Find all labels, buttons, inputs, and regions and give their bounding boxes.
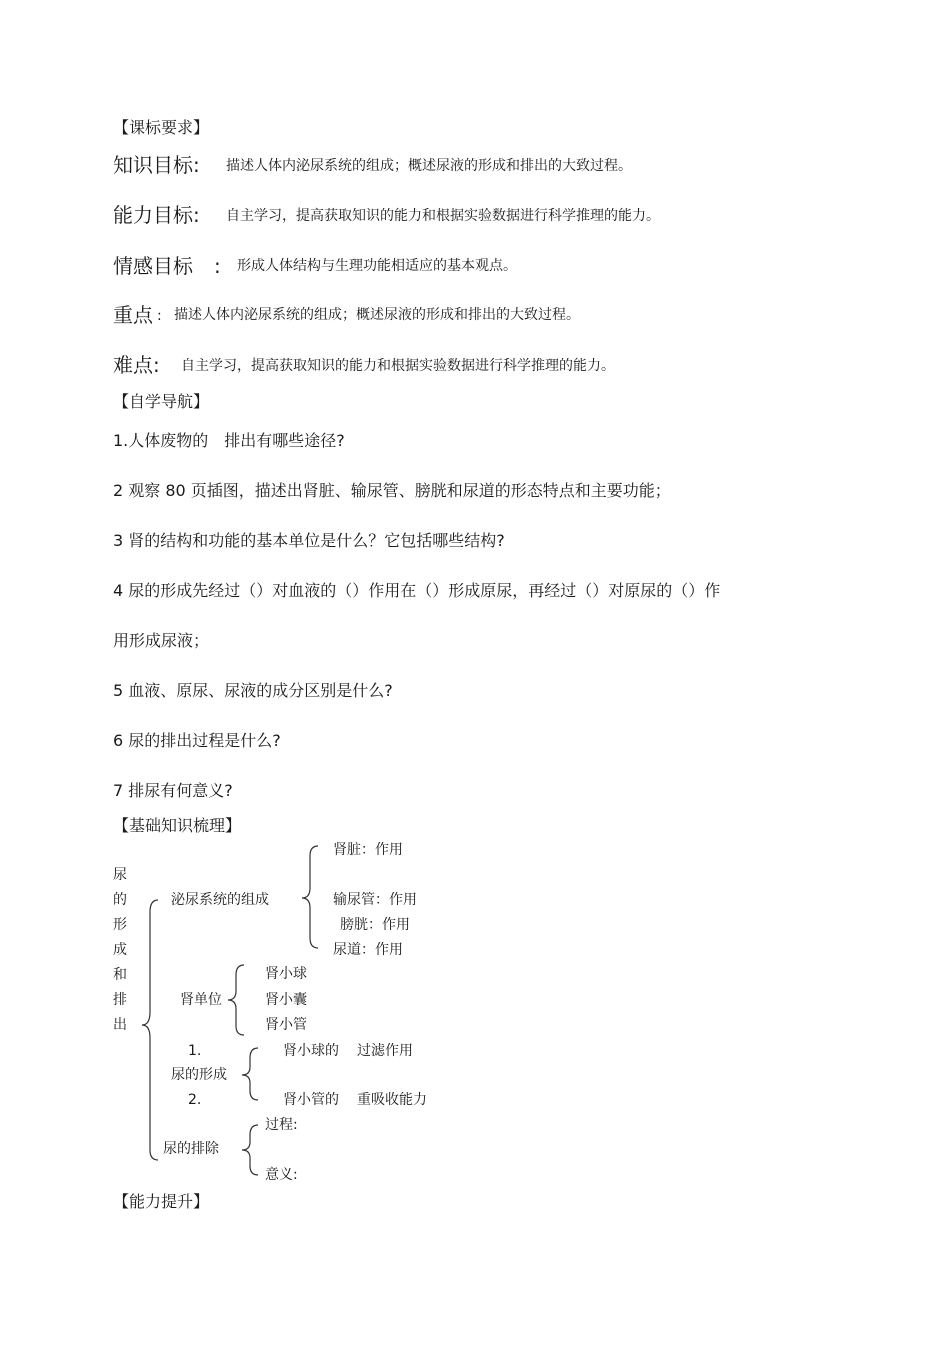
tree-capsule: 肾小囊 xyxy=(265,992,307,1008)
brace-root xyxy=(142,900,158,1160)
section-self-study: 【自学导航】 xyxy=(113,392,210,411)
question-1: 1.人体废物的 排出有哪些途径? xyxy=(113,431,345,450)
tree-meaning: 意义: xyxy=(265,1167,298,1183)
question-6: 6 尿的排出过程是什么? xyxy=(113,731,281,750)
question-7: 7 排尿有何意义? xyxy=(113,781,233,800)
ability-goal-label: 能力目标: xyxy=(113,203,200,227)
section-ability-improvement: 【能力提升】 xyxy=(113,1192,210,1211)
tree-ureter: 输尿管：作用 xyxy=(333,892,417,908)
key-point-label: 重点 xyxy=(113,303,153,327)
question-3: 3 肾的结构和功能的基本单位是什么？它包括哪些结构? xyxy=(113,531,505,550)
question-4-continued: 用形成尿液； xyxy=(113,631,210,650)
tree-process: 过程: xyxy=(265,1117,298,1133)
brace-excretion xyxy=(242,1125,258,1175)
tree-formation-number-2: 2. xyxy=(188,1092,202,1108)
tree-root-char-6: 排 xyxy=(113,992,127,1008)
tree-filtration-subject: 肾小球的 xyxy=(283,1043,339,1059)
tree-formation-number-1: 1. xyxy=(188,1043,202,1059)
brace-formation xyxy=(242,1048,258,1100)
tree-nephron: 肾单位 xyxy=(180,992,222,1008)
emotion-goal-text: 形成人体结构与生理功能相适应的基本观点。 xyxy=(237,258,517,274)
tree-root-char-2: 的 xyxy=(113,892,127,908)
tree-glomerulus: 肾小球 xyxy=(265,966,307,982)
brace-nephron xyxy=(228,965,244,1035)
ability-goal-text: 自主学习，提高获取知识的能力和根据实验数据进行科学推理的能力。 xyxy=(226,208,660,224)
tree-tubule: 肾小管 xyxy=(265,1017,307,1033)
question-2: 2 观察 80 页插图，描述出肾脏、输尿管、膀胱和尿道的形态特点和主要功能； xyxy=(113,481,671,500)
question-4: 4 尿的形成先经过（）对血液的（）作用在（）形成原尿，再经过（）对原尿的（）作 xyxy=(113,581,721,600)
tree-root-char-4: 成 xyxy=(113,942,127,958)
brace-system xyxy=(302,846,318,948)
tree-filtration: 过滤作用 xyxy=(357,1043,413,1059)
difficult-point-label: 难点: xyxy=(113,353,160,377)
key-point-colon: : xyxy=(157,308,162,324)
tree-root-char-3: 形 xyxy=(113,917,127,933)
section-basic-knowledge: 【基础知识梳理】 xyxy=(113,816,242,835)
emotion-goal-colon: : xyxy=(214,254,221,278)
tree-urethra: 尿道：作用 xyxy=(333,942,403,958)
tree-reabsorption: 重吸收能力 xyxy=(357,1092,427,1108)
tree-urinary-system: 泌尿系统的组成 xyxy=(171,892,269,908)
knowledge-goal-label: 知识目标: xyxy=(113,153,200,177)
tree-kidney: 肾脏：作用 xyxy=(333,842,403,858)
tree-bladder: 膀胱：作用 xyxy=(340,917,410,933)
section-curriculum: 【课标要求】 xyxy=(113,118,210,137)
tree-reabsorption-subject: 肾小管的 xyxy=(283,1092,339,1108)
knowledge-goal-text: 描述人体内泌尿系统的组成；概述尿液的形成和排出的大致过程。 xyxy=(226,158,632,174)
tree-root-char-7: 出 xyxy=(113,1017,127,1033)
tree-urine-excretion: 尿的排除 xyxy=(163,1141,219,1157)
tree-root-char-5: 和 xyxy=(113,967,127,983)
difficult-point-text: 自主学习，提高获取知识的能力和根据实验数据进行科学推理的能力。 xyxy=(181,358,615,374)
emotion-goal-label: 情感目标 xyxy=(113,254,193,278)
key-point-text: 描述人体内泌尿系统的组成；概述尿液的形成和排出的大致过程。 xyxy=(174,307,580,323)
question-5: 5 血液、原尿、尿液的成分区别是什么? xyxy=(113,681,393,700)
tree-root-char-1: 尿 xyxy=(113,867,127,883)
tree-urine-formation: 尿的形成 xyxy=(171,1067,227,1083)
